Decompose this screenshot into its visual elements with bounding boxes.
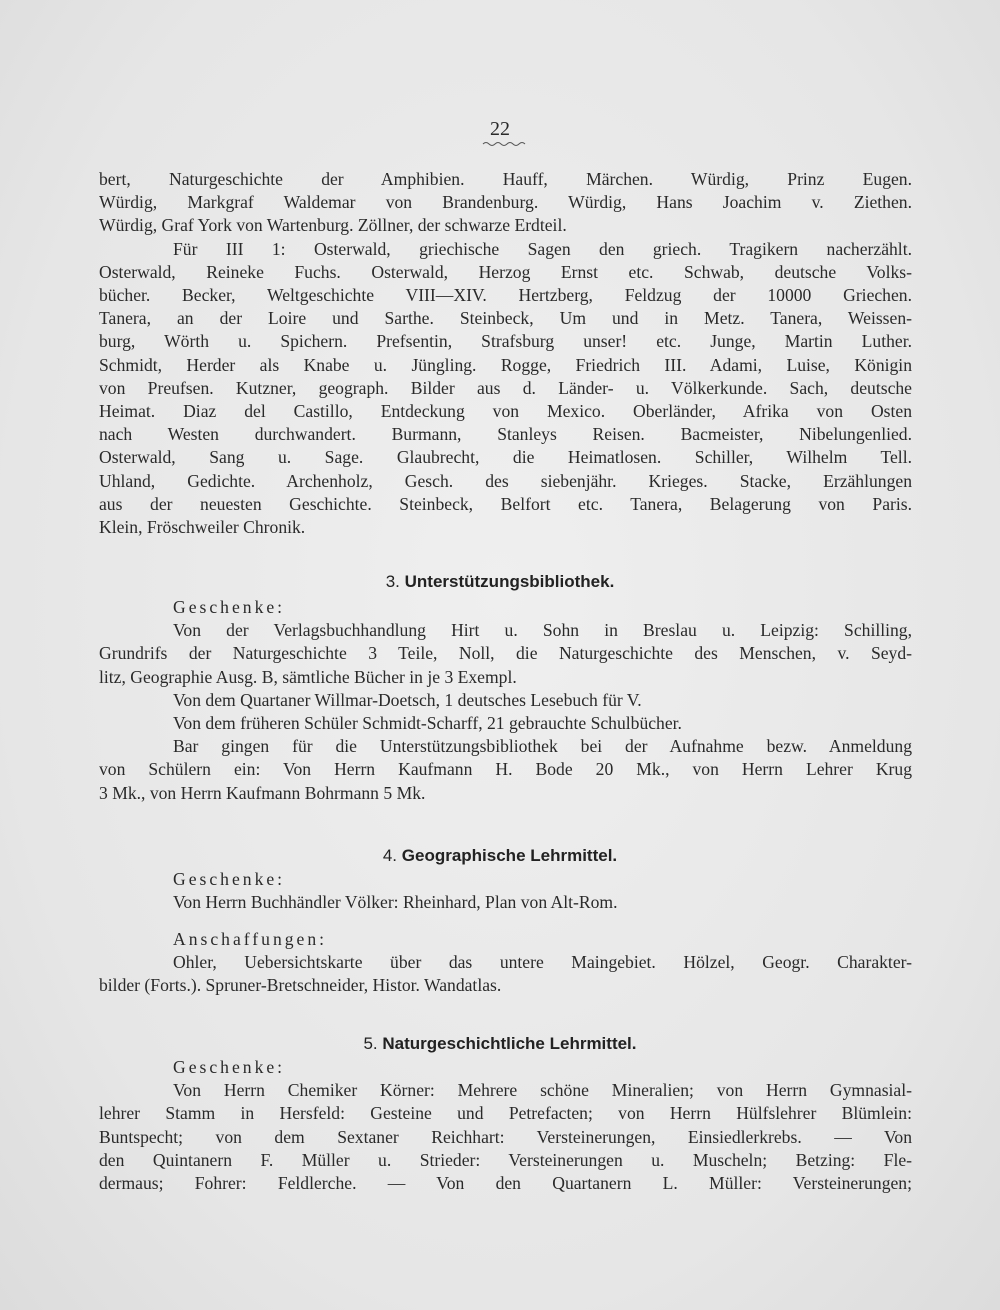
text-line: Grundrifs der Naturgeschichte 3 Teile, Noll, die Naturgeschichte des Menschen, v. Seyd- <box>99 643 912 664</box>
page-number: 22 <box>490 118 510 140</box>
donations-label: Geschenke: <box>173 869 286 889</box>
text-line: burg, Wörth u. Spichern. Prefsentin, Strafsburg unser! etc. Junge, Martin Luther. <box>99 331 912 352</box>
section-title: Unterstützungsbibliothek. <box>404 572 615 591</box>
text-line: Buntspecht; von dem Sextaner Reichhart: Versteinerungen, Einsiedlerkrebs. — Von <box>99 1126 912 1147</box>
text-line: Uhland, Gedichte. Archenholz, Gesch. des siebenjähr. Krieges. Stacke, Erzählungen <box>99 470 912 491</box>
section-5-body <box>99 1056 912 1195</box>
text-line: Osterwald, Reineke Fuchs. Osterwald, Herzog Ernst etc. Schwab, deutsche Volks- <box>99 261 912 282</box>
section-number: 3. <box>385 572 400 591</box>
text-line: Schmidt, Herder als Knabe u. Jüngling. Rogge, Friedrich III. Adami, Luise, Königin <box>99 354 912 375</box>
text-line: nach Westen durchwandert. Burmann, Stanleys Reisen. Bacmeister, Nibelungenlied. <box>99 424 912 445</box>
section-number: 5. <box>363 1034 378 1053</box>
text-line: Bar gingen für die Unterstützungsbibliothek bei der Aufnahme bezw. Anmeldung <box>173 736 912 757</box>
text-line: Tanera, an der Loire und Sarthe. Steinbeck, Um und in Metz. Tanera, Weissen- <box>99 308 912 329</box>
text-line: Würdig, Markgraf Waldemar von Brandenburg. Würdig, Hans Joachim v. Ziethen. <box>99 192 912 213</box>
section-4-acquisitions <box>99 928 912 998</box>
section-heading-4 <box>0 846 1000 866</box>
text-line: dermaus; Fohrer: Feldlerche. — Von den Quartanern L. Müller: Versteinerungen; <box>99 1173 912 1194</box>
text-line: Von Herrn Buchhändler Völker: Rheinhard, Plan von Alt-Rom. <box>173 892 618 913</box>
text-line: von Preufsen. Kutzner, geograph. Bilder aus d. Länder- u. Völkerkunde. Sach, deutsche <box>99 377 912 398</box>
text-line: bert, Naturgeschichte der Amphibien. Hauff, Märchen. Würdig, Prinz Eugen. <box>99 169 912 189</box>
text-line: aus der neuesten Geschichte. Steinbeck, Belfort etc. Tanera, Belagerung von Paris. <box>99 493 912 514</box>
section-number: 4. <box>382 846 398 865</box>
text-line: von Schülern ein: Von Herrn Kaufmann H. Bode 20 Mk., von Herrn Lehrer Krug <box>99 759 912 780</box>
text-line: lehrer Stamm in Hersfeld: Gesteine und Petrefacten; von Herrn Hülfslehrer Blümlein: <box>99 1103 912 1124</box>
donations-label: Geschenke: <box>173 597 286 617</box>
donations-label: Geschenke: <box>173 1057 286 1077</box>
section-title: Naturgeschichtliche Lehrmittel. <box>382 1034 637 1053</box>
text-line: Heimat. Diaz del Castillo, Entdeckung von Mexico. Oberländer, Afrika von Osten <box>99 401 912 422</box>
text-line: Osterwald, Sang u. Sage. Glaubrecht, die Heimatlosen. Schiller, Wilhelm Tell. <box>99 447 912 468</box>
text-line: bücher. Becker, Weltgeschichte VIII—XIV. Hertzberg, Feldzug der 10000 Griechen. <box>99 285 912 306</box>
text-line: Würdig, Graf York von Wartenburg. Zöllner, der schwarze Erdteil. <box>99 215 567 236</box>
section-title: Geographische Lehrmittel. <box>401 846 618 865</box>
text-line: Von der Verlagsbuchhandlung Hirt u. Sohn in Breslau u. Leipzig: Schilling, <box>173 620 912 641</box>
text-line: Für III 1: Osterwald, griechische Sagen den griech. Tragikern nacherzählt. <box>173 238 912 259</box>
section-3-body <box>99 596 912 805</box>
section-heading-3 <box>0 572 1000 592</box>
text-line: Von dem früheren Schüler Schmidt-Scharff, 21 gebrauchte Schulbücher. <box>173 713 682 734</box>
acquisitions-label: Anschaffungen: <box>173 929 328 949</box>
text-line: Von Herrn Chemiker Körner: Mehrere schöne Mineralien; von Herrn Gymnasial- <box>173 1080 912 1101</box>
text-line: bilder (Forts.). Spruner-Bretschneider, Histor. Wandatlas. <box>99 975 502 996</box>
text-line: Ohler, Uebersichtskarte über das untere Maingebiet. Hölzel, Geogr. Charakter- <box>173 952 912 973</box>
text-line: 3 Mk., von Herrn Kaufmann Bohrmann 5 Mk. <box>99 782 426 803</box>
text-line: Von dem Quartaner Willmar-Doetsch, 1 deutsches Lesebuch für V. <box>173 689 642 710</box>
text-line: Klein, Fröschweiler Chronik. <box>99 517 306 538</box>
text-line: den Quintanern F. Müller u. Strieder: Versteinerungen u. Muscheln; Betzing: Fle- <box>99 1149 912 1170</box>
text-line: litz, Geographie Ausg. B, sämtliche Bücher in je 3 Exempl. <box>99 666 517 687</box>
section-heading-5 <box>0 1034 1000 1054</box>
intro-paragraph <box>99 168 912 539</box>
page-number-ornament <box>482 140 526 148</box>
section-4-body <box>99 868 912 914</box>
